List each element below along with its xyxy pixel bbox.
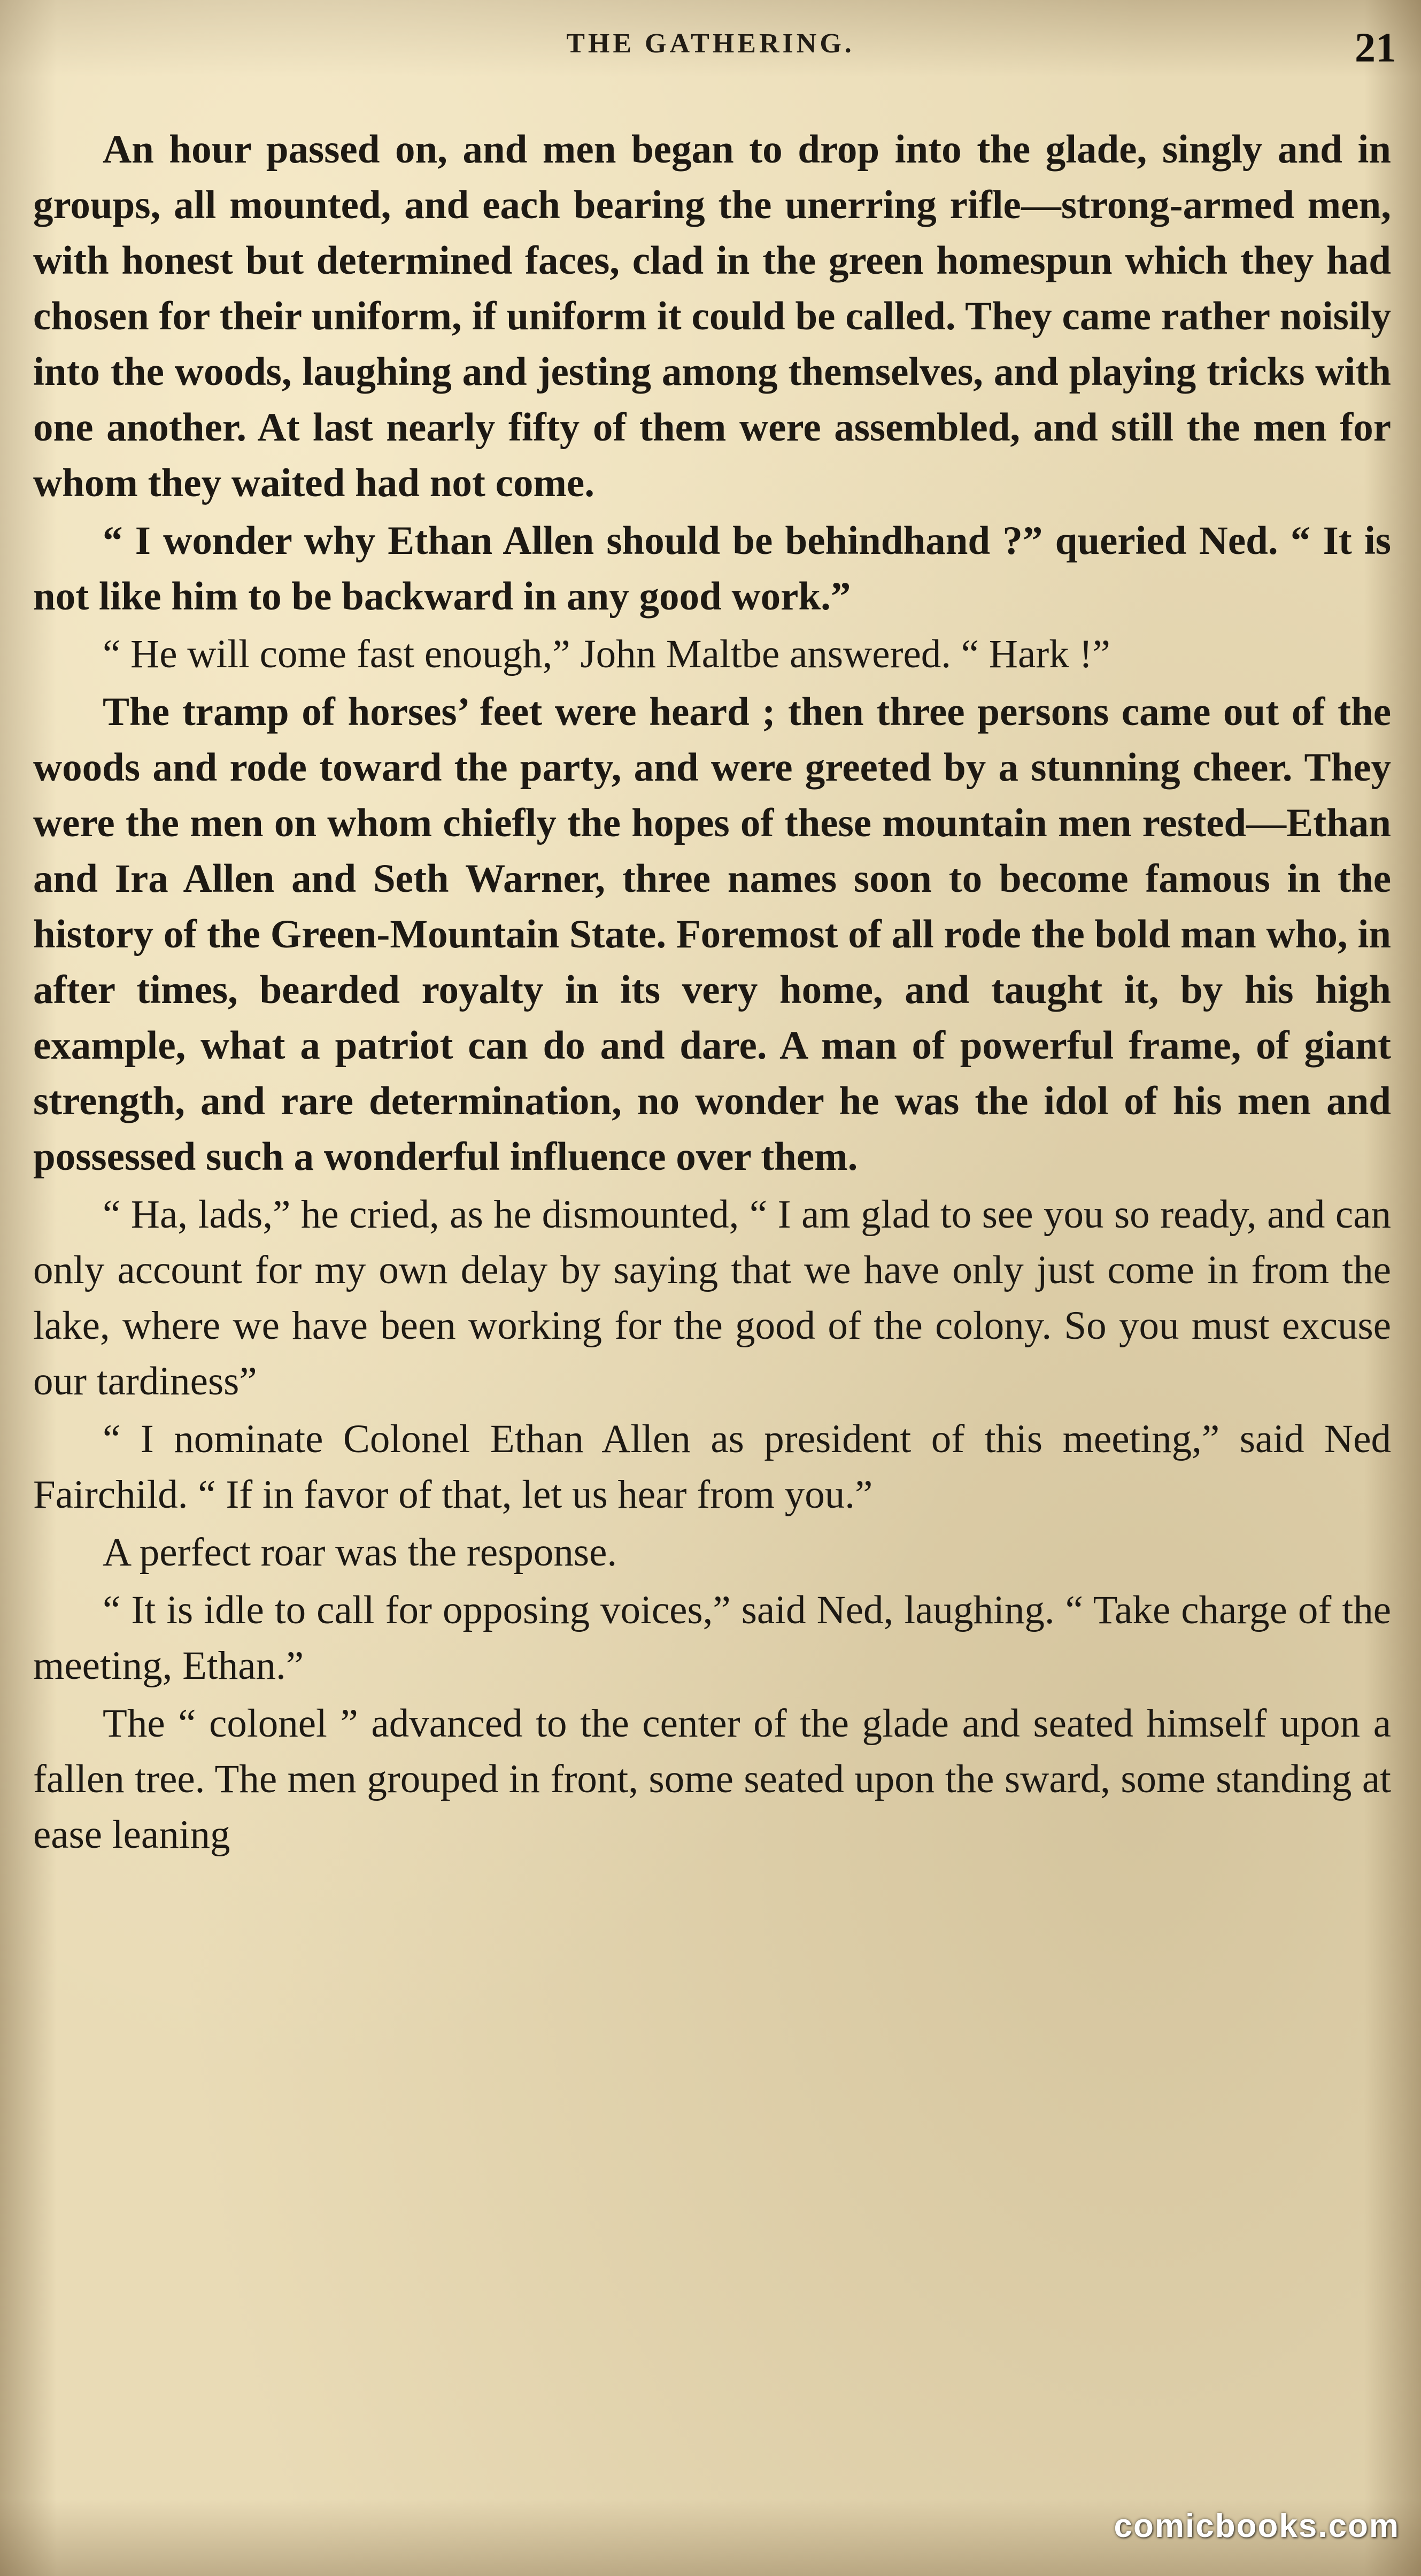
paragraph: “ He will come fast enough,” John Maltbe answered. “ Hark !”: [103, 632, 1110, 676]
page-number: 21: [1355, 24, 1396, 71]
paragraph: The “ colonel ” advanced to the center of the glade and seated himself upon a fallen tree. The men grouped in front, some seated upon the sward, some standing at ease leaning: [33, 1701, 1391, 1857]
running-header: [0, 24, 1421, 76]
paragraph: An hour passed on, and men began to drop into the glade, singly and in groups, all mounted, and each bearing the unerring rifle—strong-armed men, with honest but determined faces, clad in the green homespun which they had chosen for their uniform, if uniform it could be called. They came rather noisily into the woods, laughing and jesting among themselves, and playing tricks with one another. At last nearly fifty of them were assembled, and still the men for whom they waited had not come.: [33, 127, 1391, 505]
chapter-title: THE GATHERING.: [566, 28, 855, 59]
paragraph: A perfect roar was the response.: [103, 1530, 617, 1575]
paragraph: “ I wonder why Ethan Allen should be behindhand ?” queried Ned. “ It is not like him to be backward in any good work.”: [33, 519, 1391, 619]
watermark: comicbooks.com: [1114, 2508, 1400, 2544]
paragraph: The tramp of horses’ feet were heard ; then three persons came out of the woods and rode toward the party, and were greeted by a stunning cheer. They were the men on whom chiefly the hopes of these mountain men rested—Ethan and Ira Allen and Seth Warner, three names soon to become famous in the history of the Green-Mountain State. Foremost of all rode the bold man who, in after times, bearded royalty in its very home, and taught it, by his high example, what a patriot can do and dare. A man of powerful frame, of giant strength, and rare determination, no wonder he was the idol of his men and possessed such a wonderful influence over them.: [33, 690, 1391, 1179]
paragraph: “ It is idle to call for opposing voices,” said Ned, laughing. “ Take charge of the meeting, Ethan.”: [33, 1588, 1391, 1688]
paragraph: “ I nominate Colonel Ethan Allen as president of this meeting,” said Ned Fairchild. “ If in favor of that, let us hear from you.”: [33, 1417, 1391, 1517]
paragraph: “ Ha, lads,” he cried, as he dismounted, “ I am glad to see you so ready, and can only account for my own delay by saying that we have only just come in from the lake, where we have been working for the good of the colony. So you must excuse our tardiness”: [33, 1192, 1391, 1403]
body-text: [33, 122, 1391, 1865]
